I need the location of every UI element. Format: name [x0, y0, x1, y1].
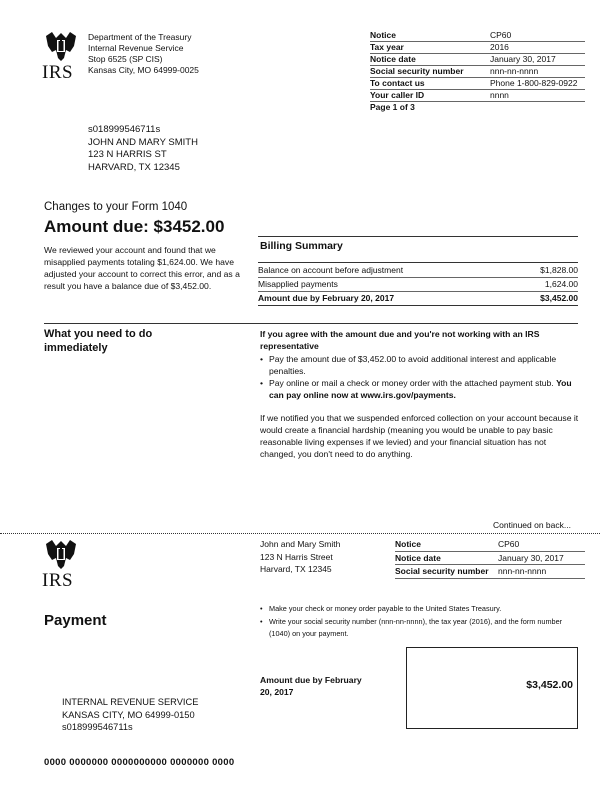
page-indicator: Page 1 of 3 — [370, 102, 415, 112]
notice-row: Social security number nnn-nn-nnnn — [370, 66, 585, 78]
what-to-do-subheading: If you agree with the amount due and you're not working with an IRS representative — [260, 329, 540, 351]
list-item: • Pay the amount due of $3,452.00 to avoid additional interest and applicable penalties. — [260, 354, 557, 376]
changes-title: Changes to your Form 1040 — [44, 201, 188, 213]
list-item: • Pay online or mail a check or money order with the attached payment stub. You can pay online now at www.irs.gov/payments. — [260, 378, 572, 400]
billing-summary-title: Billing Summary — [260, 240, 343, 252]
agency-address — [88, 32, 199, 76]
notice-table — [370, 30, 585, 113]
recipient-street: 123 N HARRIS ST — [88, 149, 167, 160]
recipient-address — [88, 124, 198, 174]
continued-note: Continued on back... — [493, 520, 571, 530]
agency-line: Stop 6525 (SP CIS) — [88, 54, 163, 64]
recipient-name: JOHN AND MARY SMITH — [88, 136, 198, 148]
irs-mailing-address: INTERNAL REVENUE SERVICE KANSAS CITY, MO 64999-0150 s018999546711s — [62, 697, 199, 732]
stub-address: John and Mary Smith 123 N Harris Street Harvard, TX 12345 — [260, 539, 341, 574]
billing-total-row: Amount due by February 20, 2017 $3,452.00 — [258, 292, 578, 306]
notice-row: To contact us Phone 1-800-829-0922 — [370, 78, 585, 90]
recipient-city: HARVARD, TX 12345 — [88, 161, 180, 173]
stub-notice-table — [395, 538, 585, 579]
irs-logo-text: IRS — [42, 570, 74, 591]
irs-eagle-icon — [44, 538, 78, 570]
billing-row: Balance on account before adjustment $1,828.00 — [258, 264, 578, 278]
irs-logo-text: IRS — [42, 62, 74, 83]
amount-due-title: Amount due: $3452.00 — [44, 217, 225, 236]
payment-instructions — [260, 603, 580, 641]
notice-row: Social security number nnn-nn-nnnn — [395, 565, 585, 579]
agency-line: Kansas City, MO 64999-0025 — [88, 65, 199, 75]
amount-enclosed-box[interactable] — [406, 647, 578, 729]
barcode-id: s018999546711s — [88, 124, 161, 135]
scan-line: 0000 0000000 0000000000 0000000 0000 — [44, 757, 235, 768]
what-to-do-body — [260, 328, 580, 460]
notice-row: Notice CP60 — [370, 30, 585, 42]
stub-amount-value: $3,452.00 — [526, 679, 573, 691]
notice-row: Notice CP60 — [395, 538, 585, 552]
irs-eagle-icon — [44, 30, 78, 62]
irs-logo — [44, 30, 78, 82]
billing-summary-table — [258, 264, 578, 306]
billing-row: Misapplied payments 1,624.00 — [258, 278, 578, 292]
what-to-do-heading: What you need to do immediately — [44, 328, 153, 354]
agency-line: Internal Revenue Service — [88, 43, 184, 53]
notice-row: Your caller ID nnnn — [370, 90, 585, 102]
tear-line — [0, 533, 600, 534]
payment-title: Payment — [44, 612, 107, 629]
hardship-paragraph: If we notified you that we suspended enforced collection on your account because it would create a financial hardship (meaning you would be unable to pay basic reasonable living expenses if we levied) and your financial situation has not changed, you don't need to do anything. — [260, 413, 579, 459]
notice-row: Notice date January 30, 2017 — [395, 552, 585, 566]
notice-row: Tax year 2016 — [370, 42, 585, 54]
stub-amount-label: Amount due by February 20, 2017 — [260, 675, 362, 697]
notice-row: Notice date January 30, 2017 — [370, 54, 585, 66]
irs-logo-stub — [44, 538, 78, 590]
list-item: • Write your social security number (nnn-nn-nnnn), the tax year (2016), and the form number (1040) on your payment. — [260, 616, 563, 638]
agency-line: Department of the Treasury — [88, 32, 192, 42]
payment-url: You can pay online now at www.irs.gov/payments. — [269, 378, 572, 400]
intro-paragraph: We reviewed your account and found that we misapplied payments totaling $1,624.00. We have adjusted your account to correct this error, and as a result you have a balance due of $3,452.00. — [44, 245, 240, 291]
list-item: • Make your check or money order payable to the United States Treasury. — [260, 604, 502, 613]
